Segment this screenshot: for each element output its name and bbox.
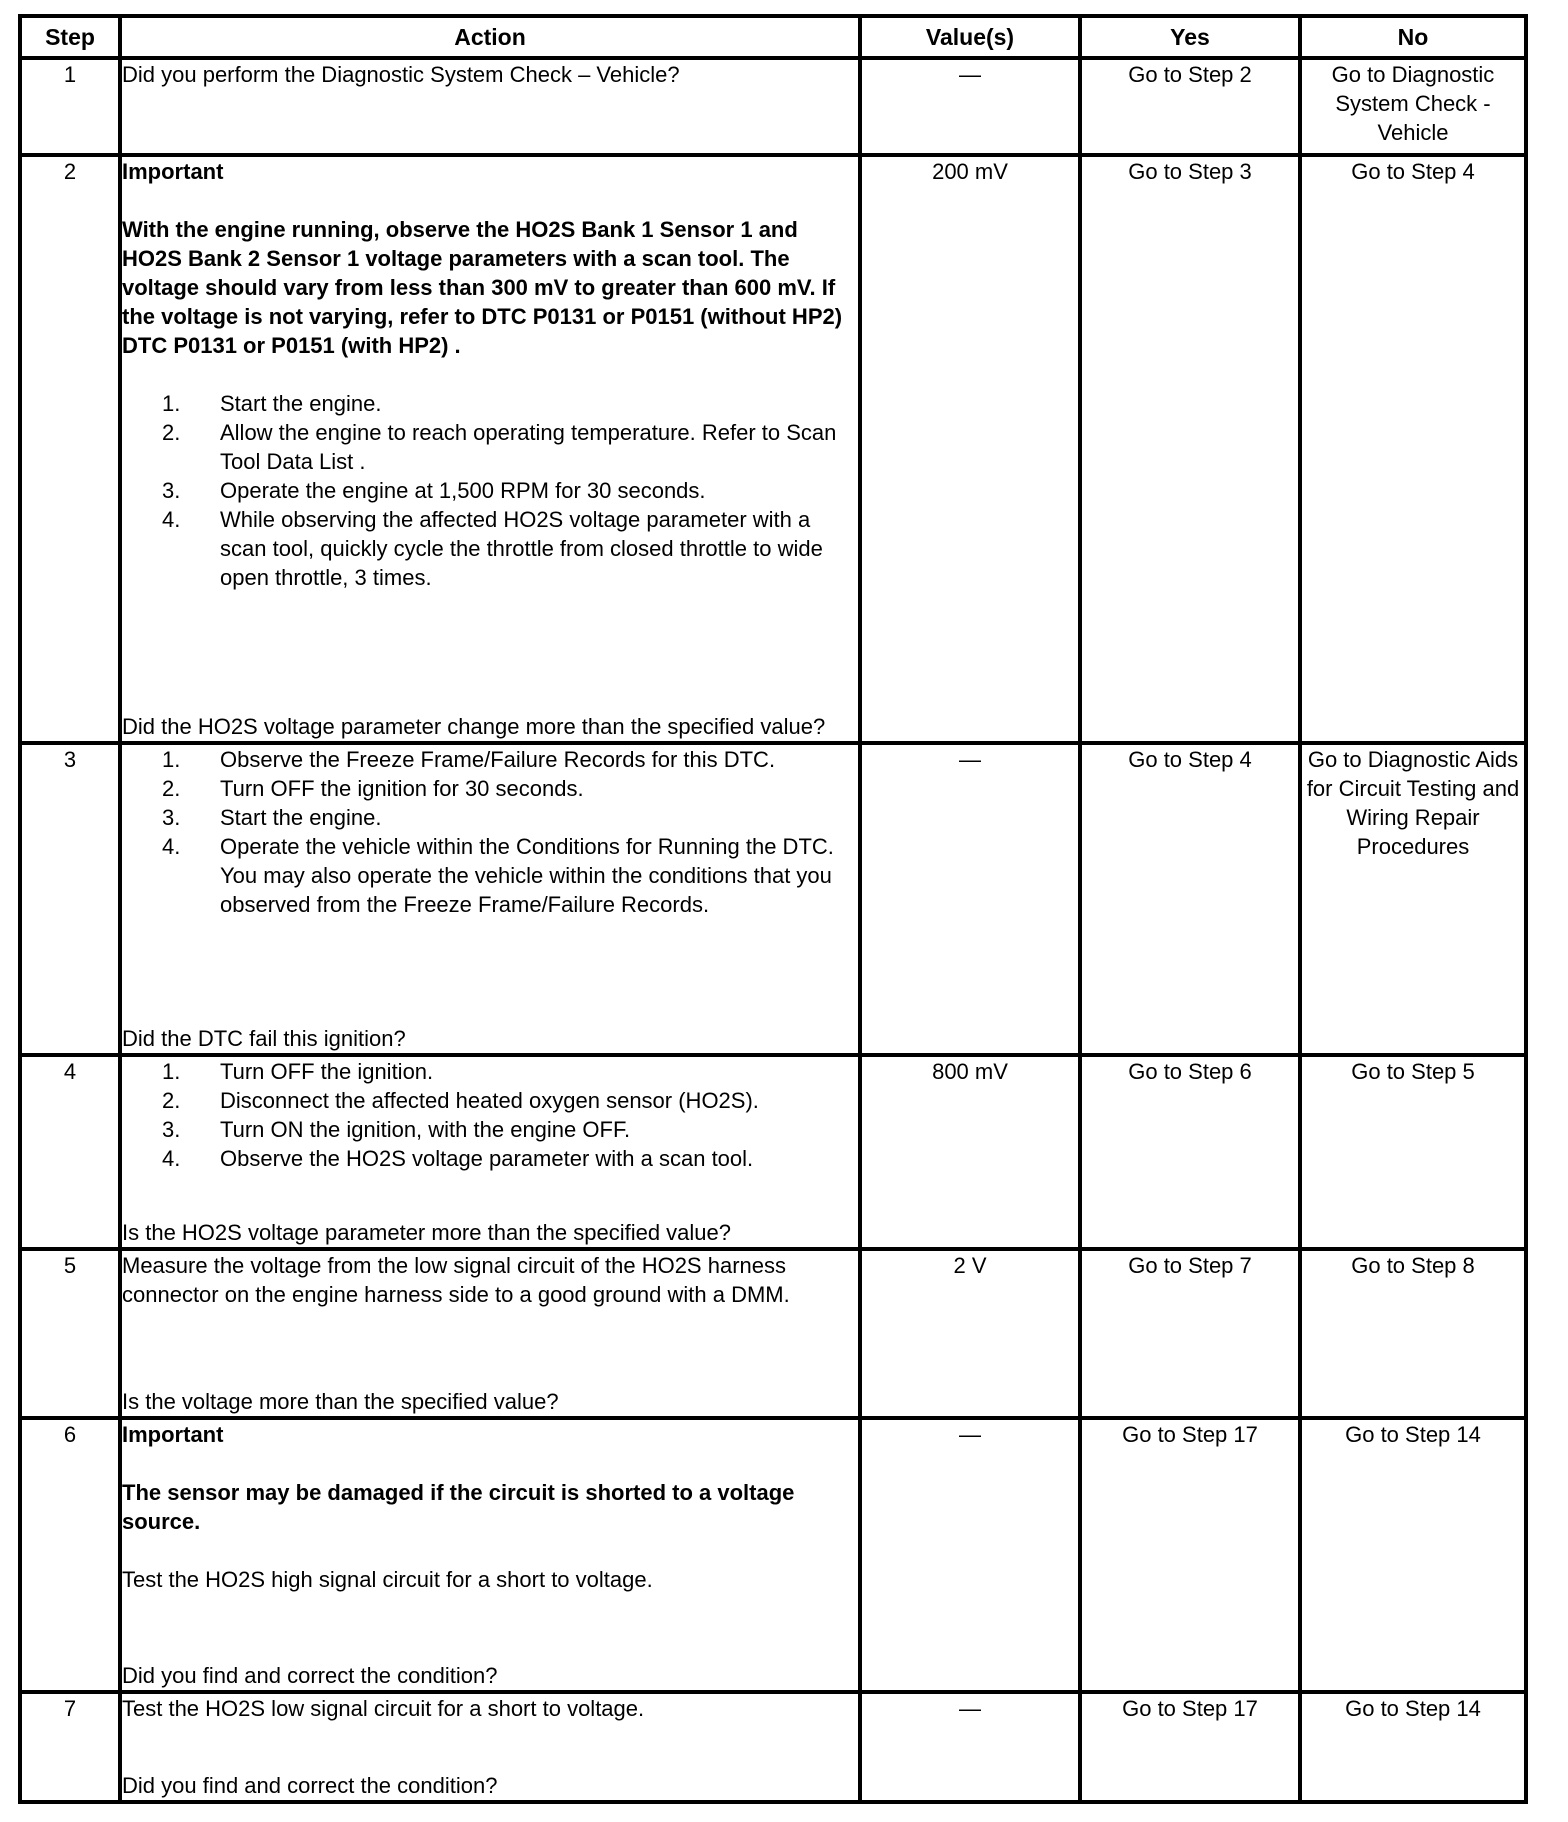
list-item: 2. Disconnect the affected heated oxygen sensor (HO2S). bbox=[162, 1088, 759, 1113]
question-text: Did the HO2S voltage parameter change more than the specified value? bbox=[122, 714, 826, 739]
header-value: Value(s) bbox=[860, 16, 1080, 58]
yes-cell: Go to Step 6 bbox=[1080, 1055, 1300, 1249]
action-text: Did you perform the Diagnostic System Check – Vehicle? bbox=[122, 62, 680, 87]
question-text: Did you find and correct the condition? bbox=[122, 1773, 498, 1798]
yes-cell: Go to Step 2 bbox=[1080, 58, 1300, 155]
action-cell bbox=[120, 1055, 860, 1249]
step-number: 6 bbox=[20, 1418, 120, 1692]
no-cell: Go to Step 4 bbox=[1300, 155, 1526, 743]
procedure-list bbox=[122, 389, 858, 592]
no-cell: Go to Step 5 bbox=[1300, 1055, 1526, 1249]
value-cell: — bbox=[860, 1418, 1080, 1692]
value-cell: — bbox=[860, 743, 1080, 1055]
question-text: Is the voltage more than the specified value? bbox=[122, 1389, 559, 1414]
header-step: Step bbox=[20, 16, 120, 58]
header-action: Action bbox=[120, 16, 860, 58]
important-label: Important bbox=[122, 1422, 224, 1447]
list-item: 2. Turn OFF the ignition for 30 seconds. bbox=[162, 776, 584, 801]
header-row bbox=[20, 16, 1526, 58]
list-item: 4. While observing the affected HO2S voltage parameter with a scan tool, quickly cycle the throttle from closed throttle to wide open throttle, 3 times. bbox=[162, 507, 823, 590]
action-text: Test the HO2S low signal circuit for a short to voltage. bbox=[122, 1696, 645, 1721]
list-item: 4. Operate the vehicle within the Conditions for Running the DTC. You may also operate the vehicle within the conditions that you observed from the Freeze Frame/Failure Records. bbox=[162, 834, 834, 917]
question-text: Did you find and correct the condition? bbox=[122, 1663, 498, 1688]
step-number: 5 bbox=[20, 1249, 120, 1418]
diagnostic-table bbox=[18, 14, 1528, 1804]
value-cell: 800 mV bbox=[860, 1055, 1080, 1249]
no-cell: Go to Step 14 bbox=[1300, 1418, 1526, 1692]
table-row bbox=[20, 58, 1526, 155]
header-no: No bbox=[1300, 16, 1526, 58]
action-cell bbox=[120, 155, 860, 743]
list-item: 3. Operate the engine at 1,500 RPM for 30 seconds. bbox=[162, 478, 706, 503]
action-text: Test the HO2S high signal circuit for a short to voltage. bbox=[122, 1567, 653, 1592]
table-row bbox=[20, 1055, 1526, 1249]
action-cell bbox=[120, 1249, 860, 1418]
no-cell: Go to Step 8 bbox=[1300, 1249, 1526, 1418]
important-label: Important bbox=[122, 159, 224, 184]
table-row bbox=[20, 155, 1526, 743]
important-text: The sensor may be damaged if the circuit is shorted to a voltage source. bbox=[122, 1480, 795, 1534]
step-number: 2 bbox=[20, 155, 120, 743]
list-item: 3. Start the engine. bbox=[162, 805, 382, 830]
step-number: 1 bbox=[20, 58, 120, 155]
list-item: 3. Turn ON the ignition, with the engine OFF. bbox=[162, 1117, 631, 1142]
value-cell: 200 mV bbox=[860, 155, 1080, 743]
value-cell: — bbox=[860, 58, 1080, 155]
table-row bbox=[20, 743, 1526, 1055]
value-cell: — bbox=[860, 1692, 1080, 1802]
yes-cell: Go to Step 17 bbox=[1080, 1418, 1300, 1692]
action-text: Measure the voltage from the low signal circuit of the HO2S harness connector on the engine harness side to a good ground with a DMM. bbox=[122, 1253, 790, 1307]
list-item: 1. Turn OFF the ignition. bbox=[162, 1059, 434, 1084]
question-text: Did the DTC fail this ignition? bbox=[122, 1026, 406, 1051]
action-cell bbox=[120, 1692, 860, 1802]
table-row bbox=[20, 1418, 1526, 1692]
list-item: 4. Observe the HO2S voltage parameter with a scan tool. bbox=[162, 1146, 754, 1171]
header-yes: Yes bbox=[1080, 16, 1300, 58]
step-number: 3 bbox=[20, 743, 120, 1055]
important-text: With the engine running, observe the HO2S Bank 1 Sensor 1 and HO2S Bank 2 Sensor 1 voltage parameters with a scan tool. The voltage should vary from less than 300 mV to greater than 600 mV. If the voltage is not varying, refer to DTC P0131 or P0151 (without HP2) DTC P0131 or P0151 (with HP2) . bbox=[122, 217, 843, 358]
list-item: 2. Allow the engine to reach operating temperature. Refer to Scan Tool Data List . bbox=[162, 420, 837, 474]
yes-cell: Go to Step 4 bbox=[1080, 743, 1300, 1055]
procedure-list bbox=[122, 1057, 858, 1173]
no-cell: Go to Step 14 bbox=[1300, 1692, 1526, 1802]
action-cell bbox=[120, 1418, 860, 1692]
action-cell bbox=[120, 743, 860, 1055]
step-number: 4 bbox=[20, 1055, 120, 1249]
list-item: 1. Observe the Freeze Frame/Failure Records for this DTC. bbox=[162, 747, 776, 772]
no-cell: Go to Diagnostic System Check - Vehicle bbox=[1300, 58, 1526, 155]
procedure-list bbox=[122, 745, 858, 919]
value-cell: 2 V bbox=[860, 1249, 1080, 1418]
yes-cell: Go to Step 7 bbox=[1080, 1249, 1300, 1418]
list-item: 1. Start the engine. bbox=[162, 391, 382, 416]
yes-cell: Go to Step 3 bbox=[1080, 155, 1300, 743]
question-text: Is the HO2S voltage parameter more than the specified value? bbox=[122, 1220, 732, 1245]
step-number: 7 bbox=[20, 1692, 120, 1802]
yes-cell: Go to Step 17 bbox=[1080, 1692, 1300, 1802]
table-row bbox=[20, 1249, 1526, 1418]
no-cell: Go to Diagnostic Aids for Circuit Testing and Wiring Repair Procedures bbox=[1300, 743, 1526, 1055]
action-cell bbox=[120, 58, 860, 155]
table-row bbox=[20, 1692, 1526, 1802]
